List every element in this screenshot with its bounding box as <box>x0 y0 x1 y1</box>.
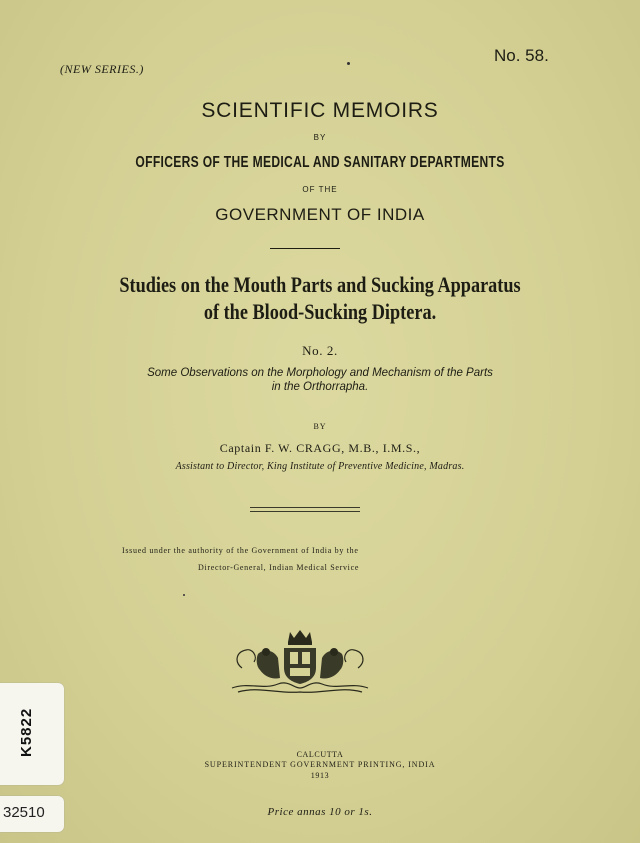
royal-coat-of-arms-icon <box>228 628 372 698</box>
publication-title: SCIENTIFIC MEMOIRS <box>201 99 439 122</box>
issued-line1: Issued under the authority of the Government of India by the <box>122 546 359 555</box>
author-name: Captain F. W. CRAGG, M.B., I.M.S., <box>219 441 421 455</box>
call-number: K5822 <box>18 707 35 757</box>
imprint-year: 1913 <box>310 771 330 780</box>
accession-number-sticker <box>0 796 64 832</box>
author-by-label: BY <box>313 422 327 431</box>
imprint-city: CALCUTTA <box>296 750 344 759</box>
memoir-number: No. 58. <box>494 46 549 65</box>
ink-speck-2 <box>183 594 185 596</box>
series-label: (NEW SERIES.) <box>60 62 144 76</box>
author-position: Assistant to Director, King Institute of Preventive Medicine, Madras. <box>175 461 465 472</box>
part-number: No. 2. <box>302 343 338 358</box>
by-label: BY <box>313 133 327 142</box>
study-title <box>54 271 585 325</box>
of-the-label: OF THE <box>302 185 338 194</box>
accession-number: 32510 <box>3 804 45 821</box>
issued-line2: Director-General, Indian Medical Service <box>198 563 360 572</box>
study-title-line2: of the Blood-Sucking Diptera. <box>203 299 437 324</box>
study-subtitle-line2: in the Orthorrapha. <box>271 381 369 393</box>
study-subtitle <box>0 366 640 394</box>
government-line: GOVERNMENT OF INDIA <box>215 205 425 224</box>
imprint-printer: SUPERINTENDENT GOVERNMENT PRINTING, INDIA <box>204 760 436 769</box>
call-number-sticker <box>0 683 64 785</box>
price-label: Price annas 10 or 1s. <box>267 806 373 818</box>
divider-rule <box>270 248 340 249</box>
ink-speck <box>347 62 350 65</box>
study-title-line1: Studies on the Mouth Parts and Sucking Apparatus <box>119 272 521 297</box>
officers-line: OFFICERS OF THE MEDICAL AND SANITARY DEPARTMENTS <box>135 154 505 171</box>
study-subtitle-line1: Some Observations on the Morphology and Mechanism of the Parts <box>147 367 493 379</box>
double-rule <box>250 507 360 512</box>
